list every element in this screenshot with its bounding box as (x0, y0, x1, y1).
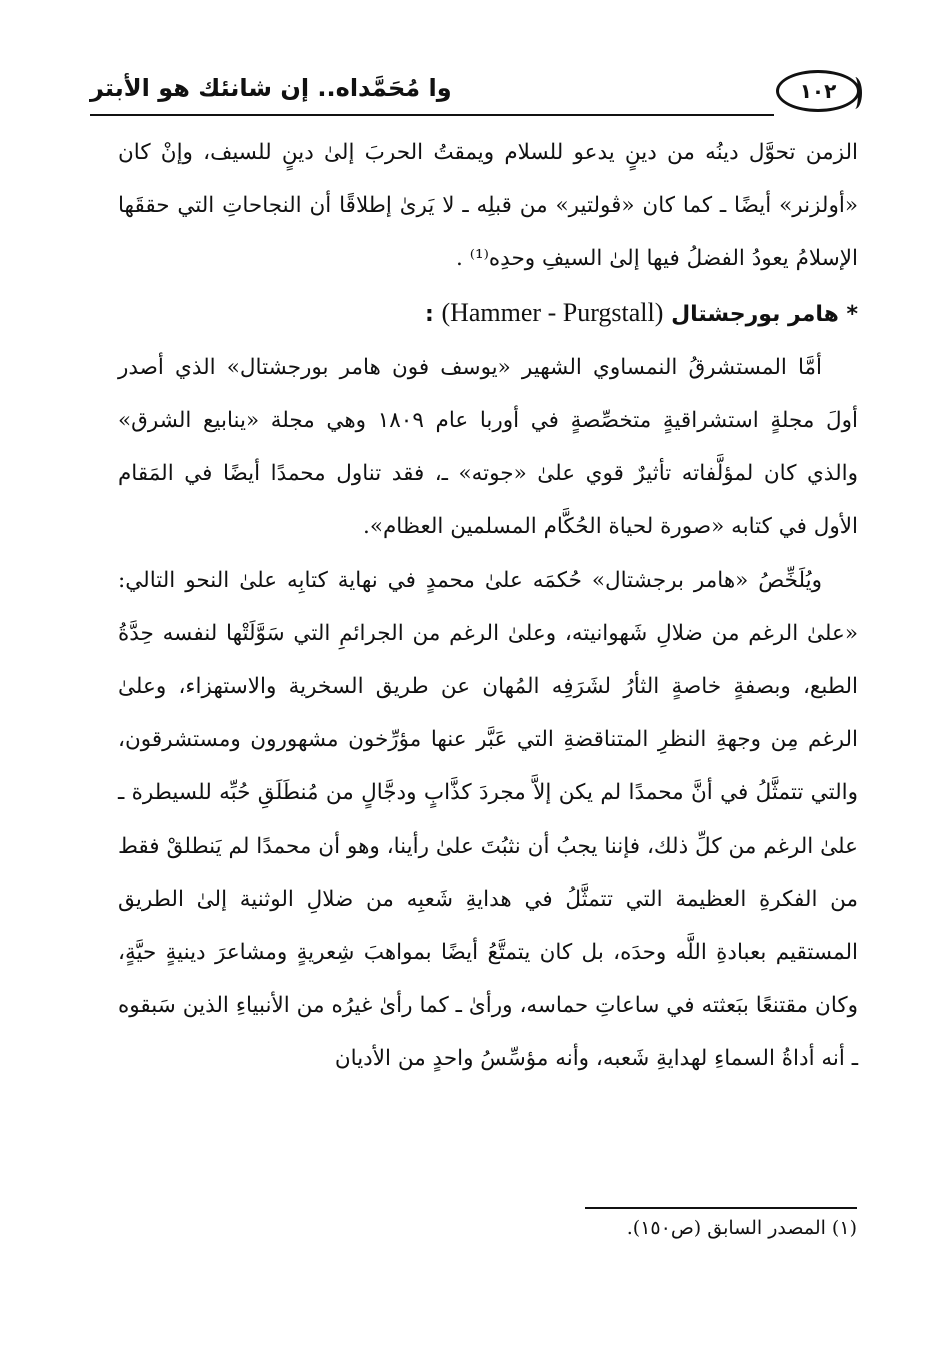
paragraph-1: الزمن تحوَّل دينُه من دينٍ يدعو للسلام ويمقتُ الحربَ إلىٰ دينٍ للسيف، وإنْ كان «أولزنر» أيضًا ـ كما كان «ڤولتير» من قبلِه ـ لا يَرىٰ إطلاقًا أن النجاحاتِ التي حققَها الإسلامُ يعودُ الفضلُ فيها إلىٰ السيفِ وحدِه⁽¹⁾ . (118, 140, 858, 272)
page-number-text: ١٠٢ (799, 79, 837, 103)
paragraph-2: أمَّا المستشرقُ النمساوي الشهير «يوسف فون هامر بورجشتال» الذي أصدر أولَ مجلةٍ استشراقيةٍ متخصِّصةٍ في أوربا عام ١٨٠٩ وهي مجلة «ينابيع الشرق» والذي كان لمؤلَّفاته تأثيرٌ قوي علىٰ «جوته» ـ، فقد تناول محمدًا أيضًا في المَقام الأول في كتابه «صورة لحياة الحُكَّام المسلمين العظام». (118, 354, 858, 540)
page-header (90, 62, 860, 122)
footnote-rule (585, 1207, 857, 1209)
section-heading-arabic: * هامر بورجشتال (671, 301, 858, 327)
header-rule (90, 114, 774, 116)
paragraph-3: ويُلَخِّصُ «هامر برجشتال» حُكمَه علىٰ محمدٍ في نهاية كتابِه علىٰ النحو التالي: «علىٰ الرغم من ضلالِ شَهوانيته، وعلىٰ الرغم من الجرائمِ التي سَوَّلَتْها لنفسه حِدَّةُ الطبع، وبصفةٍ خاصةٍ الثأرُ لشَرَفِه المُهان عن طريق السخرية والاستهزاء، وعلىٰ الرغم مِن وجهةِ النظرِ المتناقضةِ التي عَبَّر عنها مؤرِّخون مشهورون ومستشرقون، والتي تتمثَّلُ في أنَّ محمدًا لم يكن إلاَّ مجردَ كذَّابٍ ودجَّالٍ من مُنطَلَقِ حُبِّه للسيطرة ـ علىٰ الرغم من كلِّ ذلك، فإننا يجبُ أن نثبُتَ علىٰ رأينا، وهو أن محمدًا لم يَنطلقْ فقط من الفكرةِ العظيمة التي تتمثَّلُ في هدايةِ شَعبِه من ضلالِ الوثنية إلىٰ الطريق المستقيم بعبادةِ اللَّه وحدَه، بل كان يتمتَّعُ أيضًا بمواهبَ شِعريةٍ ومشاعرَ دينيةٍ حيَّةٍ، وكان مقتنعًا ببَعثته في ساعاتِ حماسه، ورأىٰ ـ كما رأىٰ غيرُه من الأنبياءِ الذين سَبقوه ـ أنه أداةُ السماءِ لهدايةِ شَعبه، وأنه مؤسِّسُ واحدٍ من الأديان (118, 567, 858, 1072)
body-text (118, 126, 858, 1086)
running-title: وا مُحَمَّداه.. إن شانئك هو الأبتر (90, 74, 452, 102)
footnote: (١) المصدر السابق (ص١٥٠). (626, 1217, 857, 1239)
section-heading-colon: : (424, 301, 434, 327)
section-heading (118, 286, 858, 341)
page-number (776, 70, 860, 112)
section-heading-latin: (Hammer - Purgstall) (441, 297, 664, 327)
